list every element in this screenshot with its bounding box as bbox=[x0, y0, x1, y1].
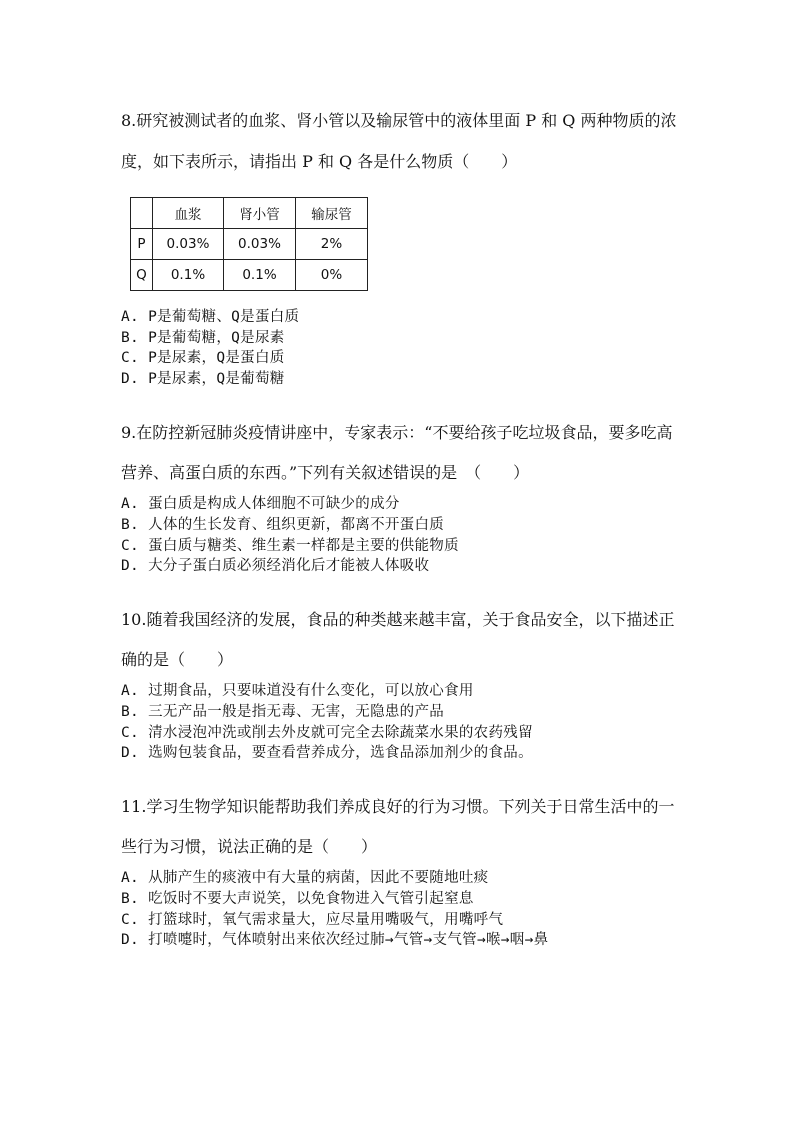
table-row bbox=[131, 229, 368, 260]
question-11-option-d: D. 打喷嚏时，气体喷射出来依次经过肺→气管→支气管→喉→咽→鼻 bbox=[121, 932, 549, 948]
question-8-stem-line2: 度，如下表所示，请指出 P 和 Q 各是什么物质（ ） bbox=[121, 152, 518, 171]
question-11-option-b: B. 吃饭时不要大声说笑，以免食物进入气管引起窒息 bbox=[121, 891, 474, 907]
question-8-option-a: A. P是葡萄糖、Q是蛋白质 bbox=[121, 309, 300, 325]
table-cell: 0.03% bbox=[153, 229, 224, 260]
table-cell: 0.03% bbox=[224, 229, 296, 260]
table-header-ureter: 输尿管 bbox=[296, 198, 368, 229]
question-8-option-d: D. P是尿素，Q是葡萄糖 bbox=[121, 371, 285, 387]
table-row bbox=[131, 260, 368, 291]
question-9-option-b: B. 人体的生长发育、组织更新，都离不开蛋白质 bbox=[121, 517, 445, 533]
question-8-option-b: B. P是葡萄糖，Q是尿素 bbox=[121, 330, 285, 346]
table-cell: 2% bbox=[296, 229, 368, 260]
question-11-option-c: C. 打篮球时，氧气需求量大，应尽量用嘴吸气，用嘴呼气 bbox=[121, 912, 504, 928]
table-corner-cell bbox=[131, 198, 153, 229]
question-11-stem-line2: 些行为习惯，说法正确的是（ ） bbox=[121, 837, 378, 856]
question-10-stem-line1: 10.随着我国经济的发展，食品的种类越来越丰富，关于食品安全，以下描述正 bbox=[121, 610, 675, 629]
question-10-stem-line2: 确的是（ ） bbox=[121, 650, 234, 669]
question-9-option-a: A. 蛋白质是构成人体细胞不可缺少的成分 bbox=[121, 496, 400, 512]
question-11-number: 11. bbox=[121, 797, 147, 816]
question-10-option-a: A. 过期食品，只要味道没有什么变化，可以放心食用 bbox=[121, 683, 474, 699]
table-cell: 0.1% bbox=[224, 260, 296, 291]
table-cell: 0.1% bbox=[153, 260, 224, 291]
question-9-number: 9. bbox=[121, 423, 137, 442]
table-header-tubule: 肾小管 bbox=[224, 198, 296, 229]
table-header-row bbox=[131, 198, 368, 229]
question-9-option-d: D. 大分子蛋白质必须经消化后才能被人体吸收 bbox=[121, 558, 430, 574]
question-9-stem-line1: 9.在防控新冠肺炎疫情讲座中，专家表示：“不要给孩子吃垃圾食品，要多吃高 bbox=[121, 423, 673, 442]
concentration-table bbox=[130, 197, 368, 291]
question-8-stem-line1: 8.研究被测试者的血浆、肾小管以及输尿管中的液体里面 P 和 Q 两种物质的浓 bbox=[121, 111, 677, 130]
question-10-number: 10. bbox=[121, 610, 147, 629]
question-8-number: 8. bbox=[121, 111, 137, 130]
question-8-option-c: C. P是尿素，Q是蛋白质 bbox=[121, 350, 285, 366]
question-11-stem-line1: 11.学习生物学知识能帮助我们养成良好的行为习惯。下列关于日常生活中的一 bbox=[121, 797, 675, 816]
table-cell: 0% bbox=[296, 260, 368, 291]
question-9-stem-line2: 营养、高蛋白质的东西。”下列有关叙述错误的是 （ ） bbox=[121, 463, 530, 482]
table-header-plasma: 血浆 bbox=[153, 198, 224, 229]
question-10-option-d: D. 选购包装食品，要查看营养成分，选食品添加剂少的食品。 bbox=[121, 745, 533, 761]
question-10-option-c: C. 清水浸泡冲洗或削去外皮就可完全去除蔬菜水果的农药残留 bbox=[121, 725, 533, 741]
question-11-option-a: A. 从肺产生的痰液中有大量的病菌，因此不要随地吐痰 bbox=[121, 870, 489, 886]
table-row-label: Q bbox=[131, 260, 153, 291]
question-9-option-c: C. 蛋白质与糖类、维生素一样都是主要的供能物质 bbox=[121, 538, 459, 554]
question-10-option-b: B. 三无产品一般是指无毒、无害，无隐患的产品 bbox=[121, 704, 445, 720]
table-row-label: P bbox=[131, 229, 153, 260]
